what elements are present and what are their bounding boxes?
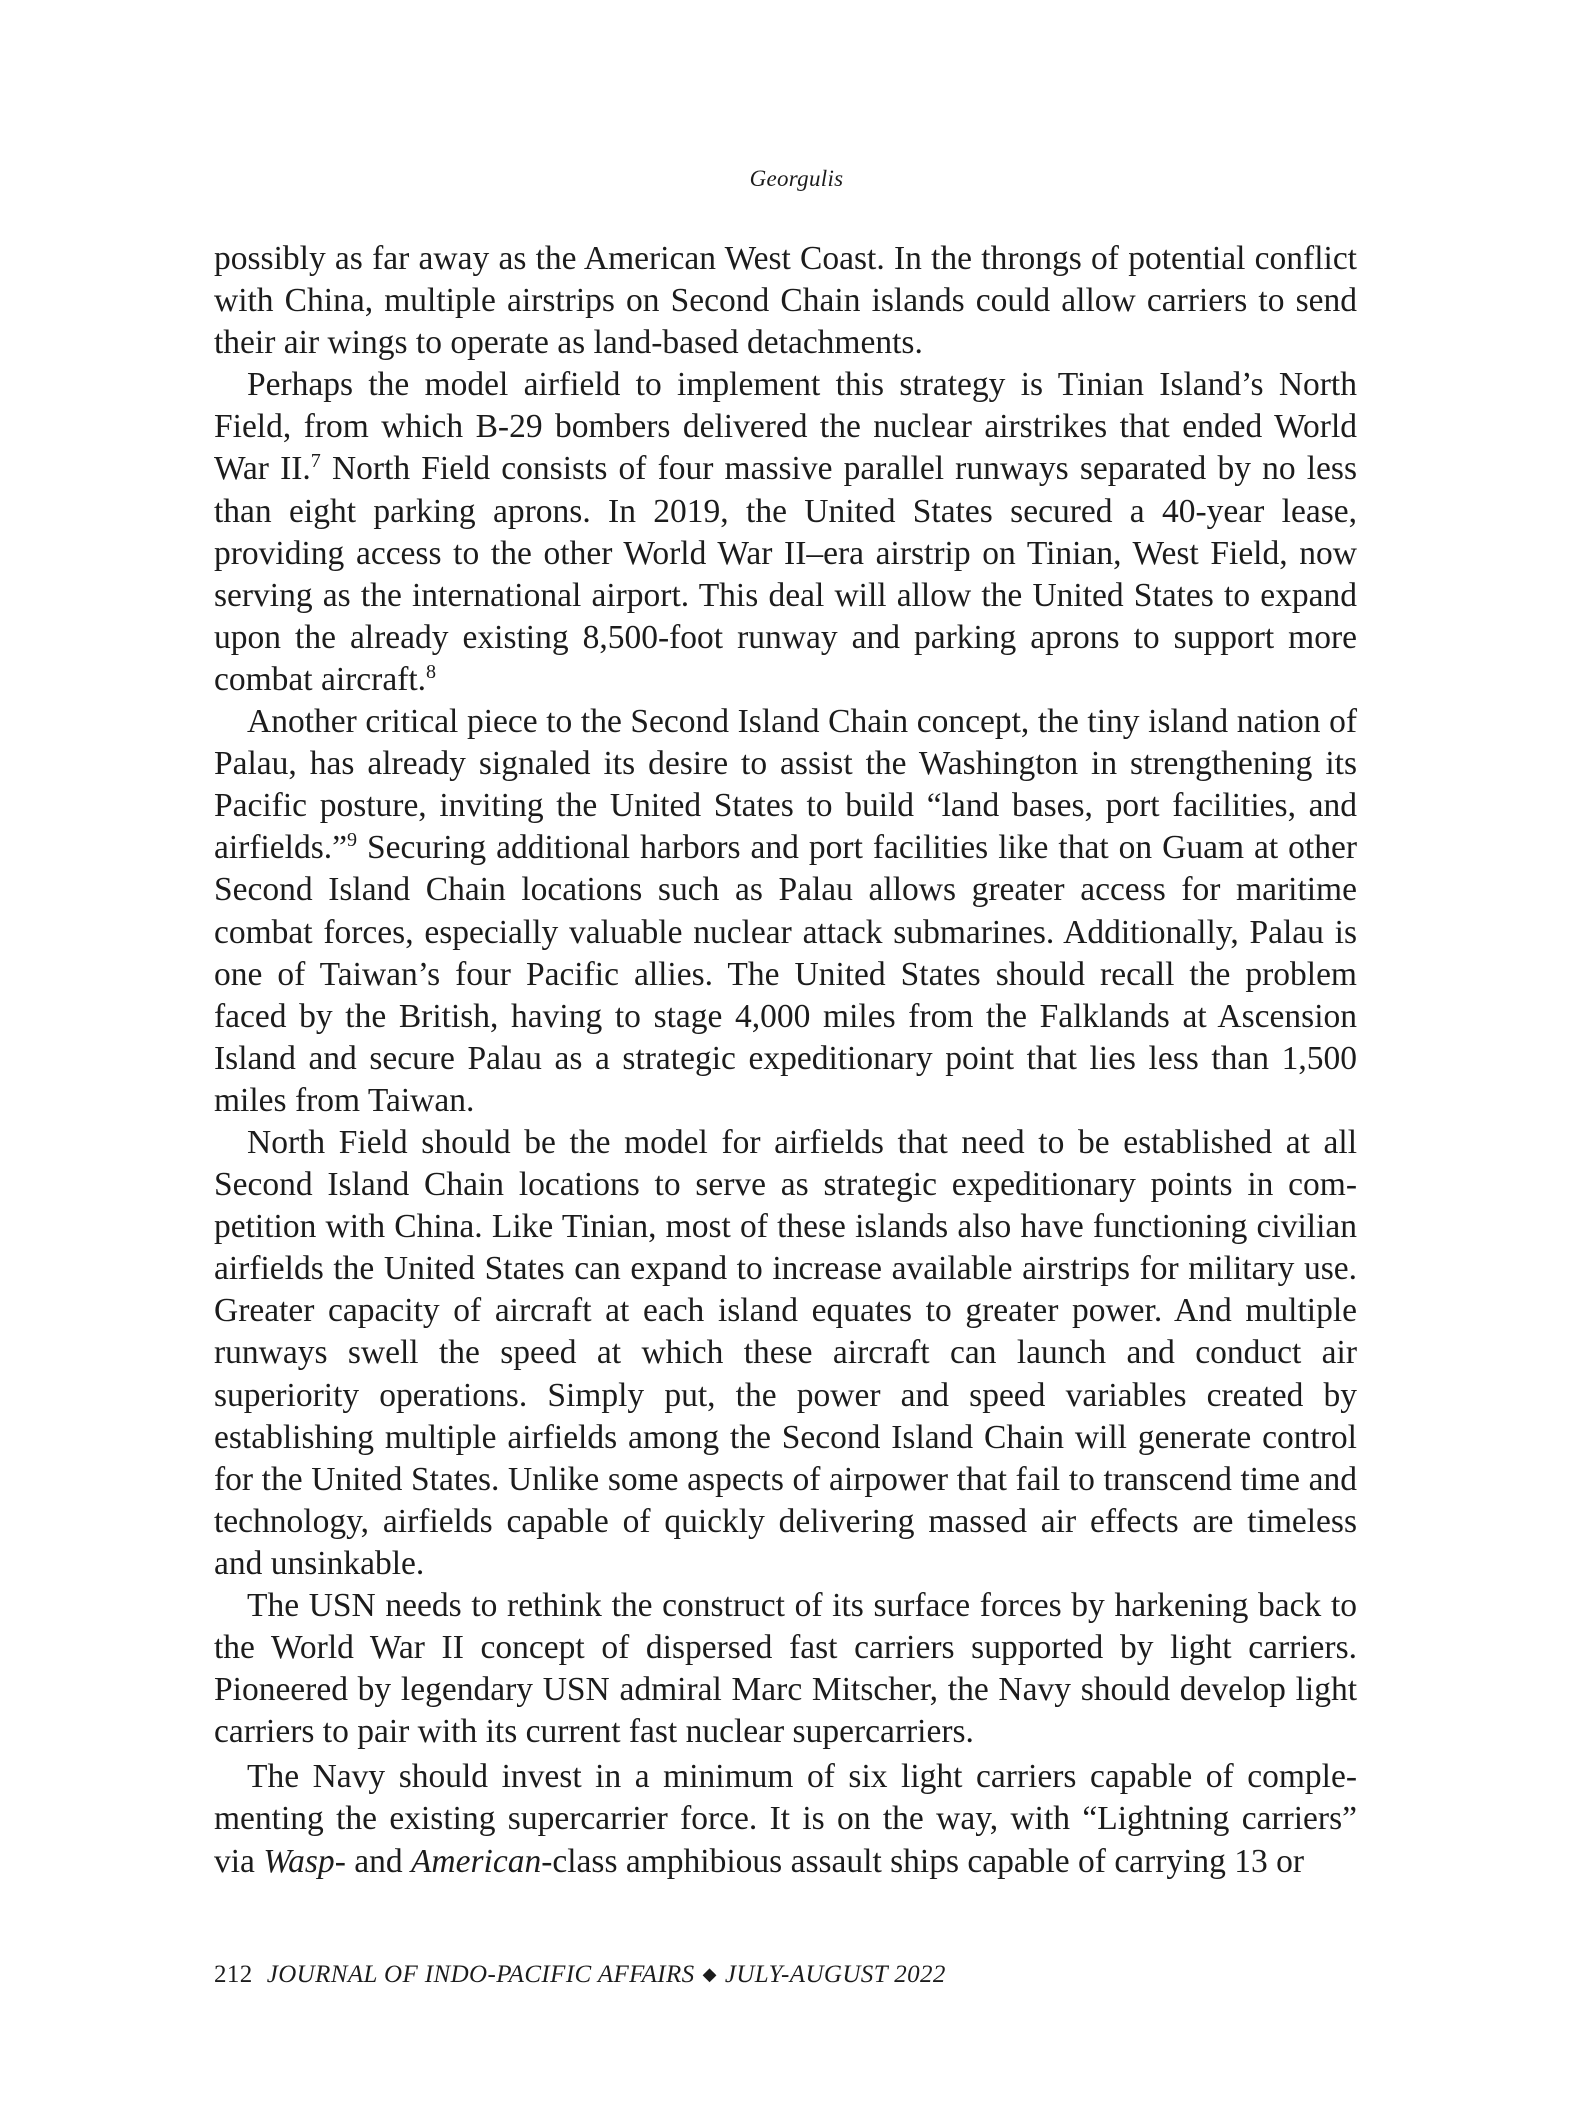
footnote-ref[interactable]: 8 (426, 660, 437, 683)
paragraph-text: The USN needs to rethink the construct of its surface forces by harkening back to the World War II concept of dispersed fast carriers supported by light carriers. Pioneered by legendary USN admiral Marc Mitscher, the Navy should develop light carriers to pair with its current fast nuclear supercarriers. (214, 1587, 1357, 1751)
paragraph-text: Perhaps the model airfield to implement this strategy is Tinian Island’s North Field, from which B-29 bombers delivered the nuclear airstrikes that ended World War II. (214, 366, 1357, 488)
paragraph-text: - and (334, 1842, 411, 1880)
article-body (214, 238, 1357, 1883)
issue-date: JULY-AUGUST 2022 (724, 1961, 946, 1988)
ship-class-name: Wasp (263, 1842, 335, 1880)
ship-class-name: American (410, 1842, 542, 1880)
paragraph (214, 238, 1357, 364)
paragraph (214, 701, 1357, 1122)
journal-title: JOURNAL OF INDO-PACIFIC AFFAIRS (266, 1961, 695, 1988)
paragraph (214, 1585, 1357, 1753)
paragraph (214, 364, 1357, 701)
paragraph-text: The Navy should invest in a minimum of six light carriers capable of complementing the existing supercarrier force. It is on the way, with “Lightning carriers” via (214, 1758, 1357, 1880)
paragraph-text: Securing additional harbors and port facilities like that on Guam at other Second Island Chain locations such as Palau allows greater access for maritime combat forces, especially valuable nuclear attack submarines. Additionally, Palau is one of Taiwan’s four Pacific allies. The United States should recall the problem faced by the British, having to stage 4,000 miles from the Falklands at Ascension Island and secure Palau as a strategic expeditionary point that lies less than 1,500 miles from Taiwan. (214, 829, 1357, 1119)
paragraph-text: North Field should be the model for airfields that need to be established at all Second Island Chain locations to serve as strategic expeditionary points in competition with China. Like Tinian, most of these islands also have functioning civilian airfields the United States can expand to increase available airstrips for military use. Greater capacity of aircraft at each island equates to greater power. And multiple runways swell the speed at which these aircraft can launch and conduct air superiority operations. Simply put, the power and speed variables created by establishing multiple airfields among the Second Island Chain will generate control for the United States. Unlike some aspects of airpower that fail to transcend time and technology, airfields capable of quickly delivering massed air effects are timeless and unsinkable. (214, 1123, 1357, 1582)
diamond-separator-icon: ◆ (702, 1964, 717, 1984)
page-number: 212 (214, 1961, 253, 1988)
paragraph-text: possibly as far away as the American West Coast. In the throngs of potential conflict with China, multiple airstrips on Second Chain islands could allow carriers to send their air wings to operate as land-based detachments. (214, 240, 1357, 362)
footnote-ref[interactable]: 7 (310, 450, 321, 473)
paragraph-text: North Field consists of four massive parallel runways separated by no less than eight parking aprons. In 2019, the United States secured a 40-year lease, providing access to the other World War II–era airstrip on Tinian, West Field, now serving as the international airport. This deal will allow the United States to expand upon the already existing 8,500-foot runway and parking aprons to support more combat aircraft. (214, 450, 1357, 698)
footnote-ref[interactable]: 9 (347, 829, 358, 852)
paragraph (214, 1122, 1357, 1585)
page-footer (214, 1961, 946, 1989)
paragraph (214, 1756, 1357, 1882)
paragraph-text: Another critical piece to the Second Island Chain concept, the tiny island nation of Palau, has already signaled its desire to assist the Washington in strengthening its Pacific posture, inviting the United States to build “land bases, port facilities, and airfields.” (214, 703, 1357, 867)
running-head: Georgulis (749, 166, 844, 191)
paragraph-text: -class amphibious assault ships capable of carrying 13 or (541, 1842, 1305, 1880)
